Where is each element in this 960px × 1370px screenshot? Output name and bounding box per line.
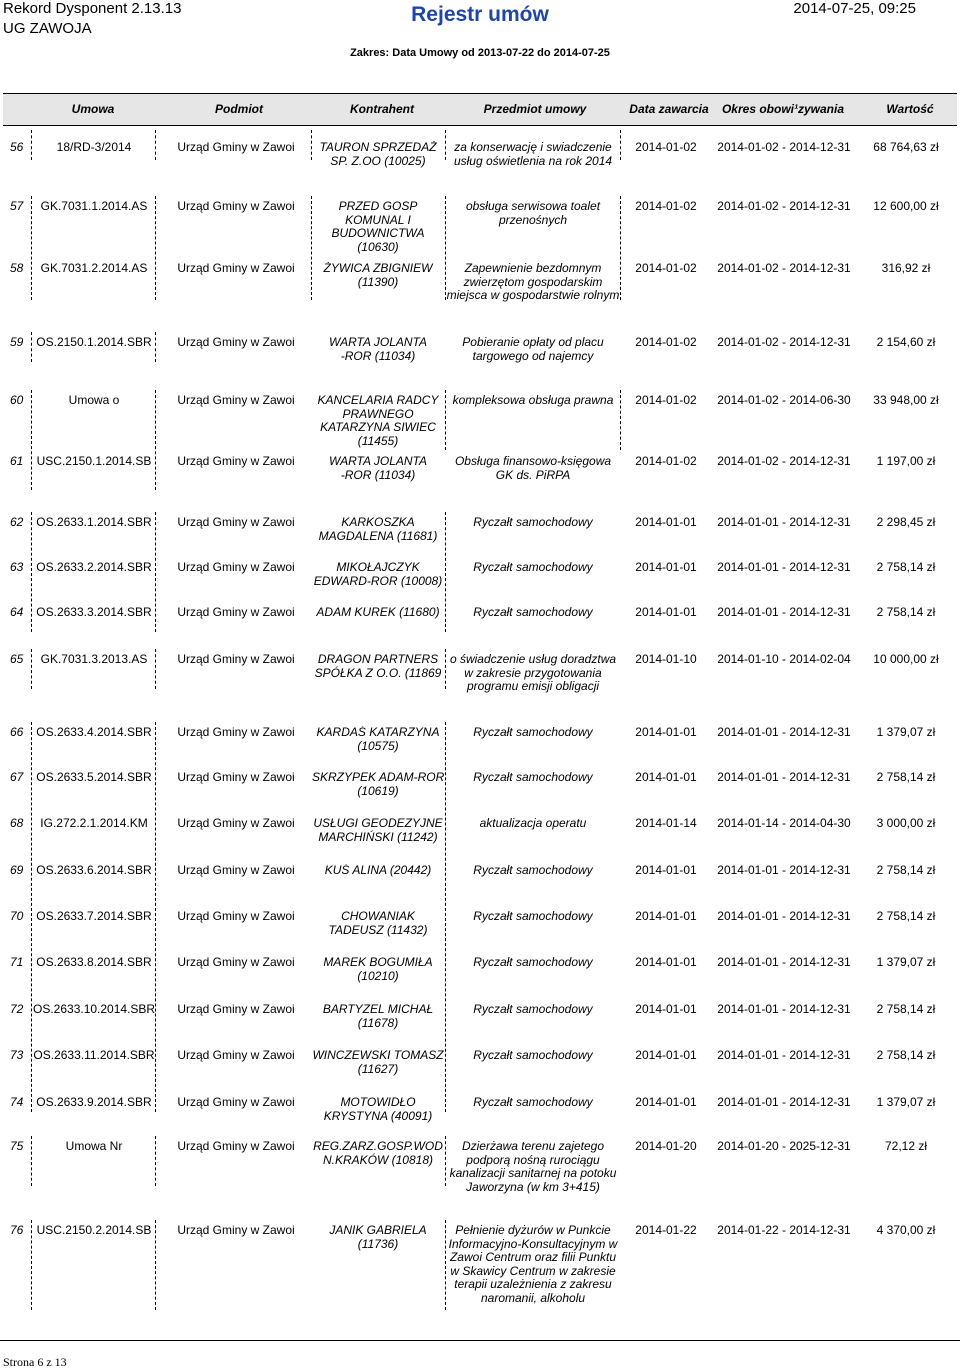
contractor — [312, 1224, 444, 1251]
contractor-line: TAURON SPRZEDAŻ — [319, 141, 437, 154]
contractor — [312, 200, 444, 254]
contractor-line: MOTOWIDŁO — [340, 1096, 416, 1109]
validity-period: 2014-01-01 - 2014-12-31 — [717, 863, 851, 877]
contract-subject-line: GK ds. PiRPA — [495, 467, 571, 482]
entity: Urząd Gminy w Zawoi — [177, 393, 295, 407]
validity-period: 2014-01-01 - 2014-12-31 — [717, 1002, 851, 1016]
validity-period: 2014-01-01 - 2014-12-31 — [717, 515, 851, 529]
validity-period: 2014-01-01 - 2014-12-31 — [717, 770, 851, 784]
validity-period: 2014-01-02 - 2014-12-31 — [717, 261, 851, 275]
contractor-line: KARDAŚ KATARZYNA — [316, 726, 440, 739]
contract-number: Umowa Nr — [65, 1139, 123, 1153]
conclusion-date: 2014-01-20 — [635, 1139, 697, 1153]
contract-subject — [444, 653, 622, 694]
contractor-line: TADEUSZ (11432) — [328, 922, 428, 937]
contract-number: OS.2633.7.2014.SBR — [36, 909, 152, 923]
contractor — [312, 1096, 444, 1123]
entity: Urząd Gminy w Zawoi — [177, 816, 295, 830]
contract-value: 2 758,14 zł — [876, 1002, 936, 1016]
contract-value: 2 298,45 zł — [876, 515, 936, 529]
contract-number: OS.2150.1.2014.SBR — [36, 335, 152, 349]
entity: Urząd Gminy w Zawoi — [177, 1223, 295, 1237]
contractor-line: ADAM KUREK (11680) — [316, 606, 440, 619]
entity: Urząd Gminy w Zawoi — [177, 560, 295, 574]
contractor — [312, 956, 444, 983]
contract-subject — [444, 516, 622, 530]
conclusion-date: 2014-01-01 — [635, 1002, 697, 1016]
column-divider — [155, 649, 156, 689]
contract-value: 2 758,14 zł — [876, 1048, 936, 1062]
validity-period: 2014-01-02 - 2014-12-31 — [717, 335, 851, 349]
contractor-line: KATARZYNA SIWIEC — [320, 420, 436, 434]
contract-subject-line: kompleksowa obsługa prawna — [452, 394, 614, 407]
row-number: 64 — [10, 605, 24, 619]
row-number: 63 — [10, 560, 24, 574]
conclusion-date: 2014-01-01 — [635, 863, 697, 877]
contract-subject — [444, 141, 622, 168]
contract-subject-line: zwierzętom gospodarskim — [463, 274, 603, 289]
contract-number: GK.7031.1.2014.AS — [40, 199, 148, 213]
contractor — [312, 1003, 444, 1030]
conclusion-date: 2014-01-01 — [635, 1048, 697, 1062]
contractor-line: (11736) — [357, 1236, 399, 1251]
row-number: 72 — [10, 1002, 24, 1016]
contract-subject-line: naromanii, alkoholu — [480, 1290, 586, 1305]
contract-value: 2 758,14 zł — [876, 863, 936, 877]
validity-period: 2014-01-01 - 2014-12-31 — [717, 1048, 851, 1062]
contract-subject-line: programu emisji obligacji — [466, 679, 600, 693]
contractor-line: KANCELARIA RADCY — [317, 394, 439, 407]
contract-subject — [444, 910, 622, 924]
contractor-line: (10210) — [357, 968, 399, 983]
conclusion-date: 2014-01-02 — [635, 261, 697, 275]
footer-divider — [0, 1340, 960, 1341]
row-number: 61 — [10, 454, 24, 468]
row-number: 57 — [10, 199, 24, 213]
contract-subject-line: o świadczenie usług doradztwa — [449, 653, 617, 666]
contract-number: OS.2633.2.2014.SBR — [36, 560, 152, 574]
contract-subject — [444, 606, 622, 620]
contract-value: 68 764,63 zł — [873, 140, 939, 154]
contract-subject — [444, 262, 622, 303]
contractor — [312, 726, 444, 753]
contract-subject-line: targowego od najemcy — [472, 348, 594, 363]
contractor-line: DRAGON PARTNERS — [317, 653, 439, 666]
contract-subject — [444, 1049, 622, 1063]
contract-subject — [444, 1140, 622, 1194]
row-number: 68 — [10, 816, 24, 830]
contractor — [312, 394, 444, 448]
validity-period: 2014-01-14 - 2014-04-30 — [717, 816, 851, 830]
row-number: 73 — [10, 1048, 24, 1062]
contractor-line: SKRZYPEK ADAM-ROR — [312, 771, 444, 784]
validity-period: 2014-01-02 - 2014-12-31 — [717, 199, 851, 213]
column-divider — [31, 649, 32, 689]
entity: Urząd Gminy w Zawoi — [177, 770, 295, 784]
column-wartosc: Wartość — [886, 102, 934, 116]
page-number: Strona 6 z 13 — [3, 1355, 67, 1369]
contract-subject-line: aktualizacja operatu — [479, 817, 587, 830]
contract-subject-line: Informacyjno-Konsultacyjnym w — [448, 1236, 618, 1251]
entity: Urząd Gminy w Zawoi — [177, 335, 295, 349]
validity-period: 2014-01-10 - 2014-02-04 — [717, 652, 851, 666]
contract-subject-line: Zawoi Centrum oraz filii Punktu — [449, 1250, 617, 1264]
conclusion-date: 2014-01-01 — [635, 1095, 697, 1109]
contract-number: OS.2633.1.2014.SBR — [36, 515, 152, 529]
contractor — [312, 1049, 444, 1076]
contract-subject — [444, 1096, 622, 1110]
column-divider — [31, 512, 32, 632]
contractor-line: MAGDALENA (11681) — [318, 528, 438, 543]
contractor-line: JANIK GABRIELA — [329, 1224, 427, 1237]
contractor-line: PRAWNEGO — [342, 406, 414, 421]
conclusion-date: 2014-01-02 — [635, 199, 697, 213]
entity: Urząd Gminy w Zawoi — [177, 955, 295, 969]
contractor — [312, 336, 444, 363]
column-divider — [31, 1220, 32, 1310]
contractor-line: (10630) — [357, 239, 399, 254]
contractor — [312, 606, 444, 620]
row-number: 60 — [10, 393, 24, 407]
contract-subject-line: Ryczałt samochodowy — [473, 561, 593, 574]
contractor-line: SP. Z.OO (10025) — [330, 153, 426, 168]
contract-subject — [444, 956, 622, 970]
contract-subject — [444, 455, 622, 482]
contract-value: 72,12 zł — [884, 1139, 928, 1153]
column-divider — [155, 512, 156, 632]
column-podmiot: Podmiot — [215, 102, 263, 116]
column-divider — [445, 196, 446, 300]
entity: Urząd Gminy w Zawoi — [177, 1139, 295, 1153]
contractor-line: BARTYZEL MICHAŁ — [322, 1003, 434, 1016]
column-divider — [445, 1136, 446, 1186]
column-divider — [445, 512, 446, 632]
contract-subject-line: Ryczałt samochodowy — [473, 910, 593, 923]
contract-value: 1 197,00 zł — [876, 454, 936, 468]
contract-number: USC.2150.1.2014.SB — [36, 454, 152, 468]
date-range-subtitle: Zakres: Data Umowy od 2013-07-22 do 2014-07-25 — [350, 47, 610, 59]
contractor-line: USŁUGI GEODEZYJNE — [313, 817, 443, 830]
conclusion-date: 2014-01-01 — [635, 515, 697, 529]
entity: Urząd Gminy w Zawoi — [177, 1002, 295, 1016]
contractor-line: (11455) — [357, 433, 399, 448]
contract-subject — [444, 726, 622, 740]
contract-subject-line: Ryczałt samochodowy — [473, 956, 593, 969]
contract-number: OS.2633.8.2014.SBR — [36, 955, 152, 969]
contract-subject-line: usług oświetlenia na rok 2014 — [453, 153, 613, 168]
row-number: 70 — [10, 909, 24, 923]
column-divider — [155, 332, 156, 362]
contract-number: OS.2633.10.2014.SBR — [33, 1002, 156, 1016]
contract-number: OS.2633.9.2014.SBR — [36, 1095, 152, 1109]
contract-number: 18/RD-3/2014 — [56, 140, 132, 154]
contractor-line: BUDOWNICTWA — [331, 226, 425, 240]
contract-subject-line: terapii uzależnienia z zakresu — [454, 1277, 612, 1291]
contract-subject-line: Ryczałt samochodowy — [473, 1049, 593, 1062]
contract-subject-line: przenośnych — [498, 212, 568, 227]
contractor-line: MAREK BOGUMIŁA — [323, 956, 433, 969]
column-divider — [31, 390, 32, 490]
contract-subject — [444, 771, 622, 785]
column-divider — [31, 332, 32, 362]
contractor — [312, 910, 444, 937]
contract-subject-line: Dzierżawa terenu zajetego — [461, 1140, 605, 1153]
contractor — [312, 864, 444, 878]
column-divider — [31, 196, 32, 300]
contract-subject-line: podporą nośną rurociągu — [466, 1152, 600, 1167]
contractor-line: WARTA JOLANTA — [328, 455, 427, 468]
column-divider — [445, 130, 446, 160]
contract-subject-line: Zapewnienie bezdomnym — [464, 262, 602, 275]
contract-value: 33 948,00 zł — [873, 393, 939, 407]
contract-subject — [444, 200, 622, 227]
contractor-line: REG.ZARZ.GOSP.WOD — [313, 1140, 443, 1153]
conclusion-date: 2014-01-02 — [635, 393, 697, 407]
column-divider — [155, 130, 156, 160]
contractor-line: PRZED GOSP — [338, 200, 418, 213]
contract-value: 1 379,07 zł — [876, 1095, 936, 1109]
row-number: 62 — [10, 515, 24, 529]
validity-period: 2014-01-01 - 2014-12-31 — [717, 725, 851, 739]
contractor — [312, 455, 444, 482]
contractor-line: SPÓŁKA Z O.O. (11869 — [314, 665, 442, 680]
contractor — [312, 516, 444, 543]
column-divider — [445, 649, 446, 689]
row-number: 59 — [10, 335, 24, 349]
conclusion-date: 2014-01-01 — [635, 725, 697, 739]
column-divider — [155, 722, 156, 1112]
report-title: Rejestr umów — [411, 3, 549, 26]
contract-subject-line: obsługa serwisowa toalet — [465, 200, 601, 213]
row-number: 58 — [10, 261, 24, 275]
column-okres: Okres obowi¹zywania — [721, 102, 845, 116]
row-number: 76 — [10, 1223, 24, 1237]
contractor — [312, 262, 444, 289]
organization-name: UG ZAWOJA — [3, 20, 92, 37]
contract-number: Umowa o — [68, 393, 120, 407]
column-divider — [445, 722, 446, 1112]
contractor-line: (11627) — [357, 1061, 399, 1076]
validity-period: 2014-01-01 - 2014-12-31 — [717, 909, 851, 923]
contract-subject-line: Ryczałt samochodowy — [473, 771, 593, 784]
contract-value: 1 379,07 zł — [876, 955, 936, 969]
contract-subject — [444, 864, 622, 878]
conclusion-date: 2014-01-10 — [635, 652, 697, 666]
contractor-line: KOMUNAL I — [345, 212, 411, 227]
validity-period: 2014-01-01 - 2014-12-31 — [717, 605, 851, 619]
contractor-line: WINCZEWSKI TOMASZ — [312, 1049, 444, 1062]
column-divider — [620, 196, 621, 300]
contract-number: GK.7031.3.2013.AS — [40, 652, 148, 666]
contract-subject-line: Ryczałt samochodowy — [473, 1003, 593, 1016]
conclusion-date: 2014-01-01 — [635, 770, 697, 784]
contract-subject-line: Pełnienie dyżurów w Punkcie — [455, 1224, 611, 1237]
contractor-line: ŻYWICA ZBIGNIEW — [323, 262, 433, 275]
contract-subject-line: Ryczałt samochodowy — [473, 516, 593, 529]
entity: Urząd Gminy w Zawoi — [177, 140, 295, 154]
validity-period: 2014-01-22 - 2014-12-31 — [717, 1223, 851, 1237]
app-version: Rekord Dysponent 2.13.13 — [3, 0, 182, 17]
column-divider — [31, 722, 32, 1112]
row-number: 56 — [10, 140, 24, 154]
contractor — [312, 771, 444, 798]
contractor-line: MARCHIŃSKI (11242) — [318, 829, 438, 844]
contract-subject — [444, 561, 622, 575]
contract-subject-line: miejsca w gospodarstwie rolnym — [446, 288, 620, 302]
contract-value: 1 379,07 zł — [876, 725, 936, 739]
contract-subject-line: Ryczałt samochodowy — [473, 1096, 593, 1109]
contractor — [312, 561, 444, 588]
column-umowa: Umowa — [71, 102, 115, 116]
validity-period: 2014-01-01 - 2014-12-31 — [717, 560, 851, 574]
contract-value: 2 758,14 zł — [876, 560, 936, 574]
column-przedmiot: Przedmiot umowy — [483, 102, 587, 116]
contract-subject-line: Ryczałt samochodowy — [473, 606, 593, 619]
contract-value: 2 758,14 zł — [876, 605, 936, 619]
contract-number: GK.7031.2.2014.AS — [40, 261, 148, 275]
conclusion-date: 2014-01-01 — [635, 955, 697, 969]
row-number: 75 — [10, 1139, 24, 1153]
row-number: 74 — [10, 1095, 24, 1109]
column-divider — [155, 1220, 156, 1310]
entity: Urząd Gminy w Zawoi — [177, 515, 295, 529]
contract-subject-line: Ryczałt samochodowy — [473, 726, 593, 739]
contractor-line: (10619) — [357, 783, 399, 798]
contract-subject-line: w Skawicy Centrum w zakresie — [450, 1263, 616, 1278]
contract-subject-line: Jaworzyna (w km 3+415) — [466, 1179, 600, 1194]
validity-period: 2014-01-02 - 2014-06-30 — [717, 393, 851, 407]
contractor — [312, 1140, 444, 1167]
column-divider — [155, 196, 156, 300]
contractor-line: -ROR (11034) — [340, 467, 416, 482]
conclusion-date: 2014-01-02 — [635, 335, 697, 349]
entity: Urząd Gminy w Zawoi — [177, 261, 295, 275]
contract-subject — [444, 817, 622, 831]
validity-period: 2014-01-20 - 2025-12-31 — [717, 1139, 851, 1153]
contract-value: 3 000,00 zł — [876, 816, 936, 830]
entity: Urząd Gminy w Zawoi — [177, 909, 295, 923]
entity: Urząd Gminy w Zawoi — [177, 1048, 295, 1062]
contractor-line: KRYSTYNA (40091) — [323, 1108, 433, 1123]
contractor-line: (11390) — [357, 274, 399, 289]
column-divider — [445, 1220, 446, 1310]
entity: Urząd Gminy w Zawoi — [177, 454, 295, 468]
conclusion-date: 2014-01-14 — [635, 816, 697, 830]
contract-number: OS.2633.11.2014.SBR — [33, 1048, 155, 1062]
contractor-line: WARTA JOLANTA — [328, 336, 427, 349]
row-number: 67 — [10, 770, 24, 784]
contractor-line: KUŚ ALINA (20442) — [324, 864, 432, 877]
column-divider — [445, 390, 446, 450]
column-kontrahent: Kontrahent — [350, 102, 414, 116]
contractor-line: EDWARD-ROR (10008) — [313, 573, 443, 588]
column-data-zawarcia: Data zawarcia — [629, 102, 709, 116]
validity-period: 2014-01-01 - 2014-12-31 — [717, 1095, 851, 1109]
contractor-line: -ROR (11034) — [340, 348, 416, 363]
row-number: 65 — [10, 652, 24, 666]
contract-number: OS.2633.4.2014.SBR — [36, 725, 152, 739]
contract-subject-line: kanalizacji sanitarnej na potoku — [449, 1166, 617, 1180]
contract-subject — [444, 1224, 622, 1305]
contract-subject-line: Pobieranie opłaty od placu — [462, 336, 604, 349]
contract-number: USC.2150.2.2014.SB — [36, 1223, 152, 1237]
contractor — [312, 653, 444, 680]
contract-number: IG.272.2.1.2014.KM — [40, 816, 148, 830]
validity-period: 2014-01-01 - 2014-12-31 — [717, 955, 851, 969]
contractor-line: KARKOSZKA — [341, 516, 415, 529]
contract-value: 12 600,00 zł — [873, 199, 939, 213]
entity: Urząd Gminy w Zawoi — [177, 863, 295, 877]
contract-value: 2 758,14 zł — [876, 770, 936, 784]
validity-period: 2014-01-02 - 2014-12-31 — [717, 454, 851, 468]
column-divider — [311, 196, 312, 300]
column-divider — [155, 390, 156, 490]
contractor-line: CHOWANIAK — [341, 910, 415, 923]
contractor — [312, 141, 444, 168]
conclusion-date: 2014-01-22 — [635, 1223, 697, 1237]
contractor-line: MIKOŁAJCZYK — [336, 561, 420, 574]
row-number: 66 — [10, 725, 24, 739]
contract-value: 316,92 zł — [881, 261, 931, 275]
contractor — [312, 817, 444, 844]
column-header-bar — [3, 93, 957, 126]
report-datetime: 2014-07-25, 09:25 — [793, 0, 916, 17]
column-divider — [31, 1136, 32, 1186]
entity: Urząd Gminy w Zawoi — [177, 199, 295, 213]
contract-number: OS.2633.5.2014.SBR — [36, 770, 152, 784]
entity: Urząd Gminy w Zawoi — [177, 1095, 295, 1109]
contractor-line: (10575) — [357, 738, 399, 753]
contract-number: OS.2633.6.2014.SBR — [36, 863, 152, 877]
entity: Urząd Gminy w Zawoi — [177, 605, 295, 619]
column-divider — [620, 390, 621, 450]
contractor-line: N.KRAKÓW (10818) — [322, 1152, 434, 1167]
conclusion-date: 2014-01-01 — [635, 605, 697, 619]
column-divider — [155, 1136, 156, 1186]
contract-subject-line: w zakresie przygotowania — [464, 665, 602, 680]
row-number: 71 — [10, 955, 24, 969]
entity: Urząd Gminy w Zawoi — [177, 725, 295, 739]
column-divider — [311, 130, 312, 160]
contract-subject-line: Obsługa finansowo-księgowa — [454, 455, 612, 468]
contractor-line: (11678) — [357, 1015, 399, 1030]
contract-subject — [444, 336, 622, 363]
contract-subject-line: za konserwację i swiadczenie — [454, 141, 612, 154]
contract-number: OS.2633.3.2014.SBR — [36, 605, 152, 619]
contract-subject — [444, 394, 622, 408]
conclusion-date: 2014-01-02 — [635, 140, 697, 154]
validity-period: 2014-01-02 - 2014-12-31 — [717, 140, 851, 154]
column-divider — [31, 130, 32, 160]
contract-value: 2 154,60 zł — [876, 335, 936, 349]
contract-value: 2 758,14 zł — [876, 909, 936, 923]
conclusion-date: 2014-01-01 — [635, 560, 697, 574]
contract-subject — [444, 1003, 622, 1017]
entity: Urząd Gminy w Zawoi — [177, 652, 295, 666]
contract-value: 4 370,00 zł — [876, 1223, 936, 1237]
row-number: 69 — [10, 863, 24, 877]
conclusion-date: 2014-01-01 — [635, 909, 697, 923]
conclusion-date: 2014-01-02 — [635, 454, 697, 468]
column-divider — [620, 130, 621, 160]
contract-subject-line: Ryczałt samochodowy — [473, 864, 593, 877]
contract-value: 10 000,00 zł — [873, 652, 939, 666]
